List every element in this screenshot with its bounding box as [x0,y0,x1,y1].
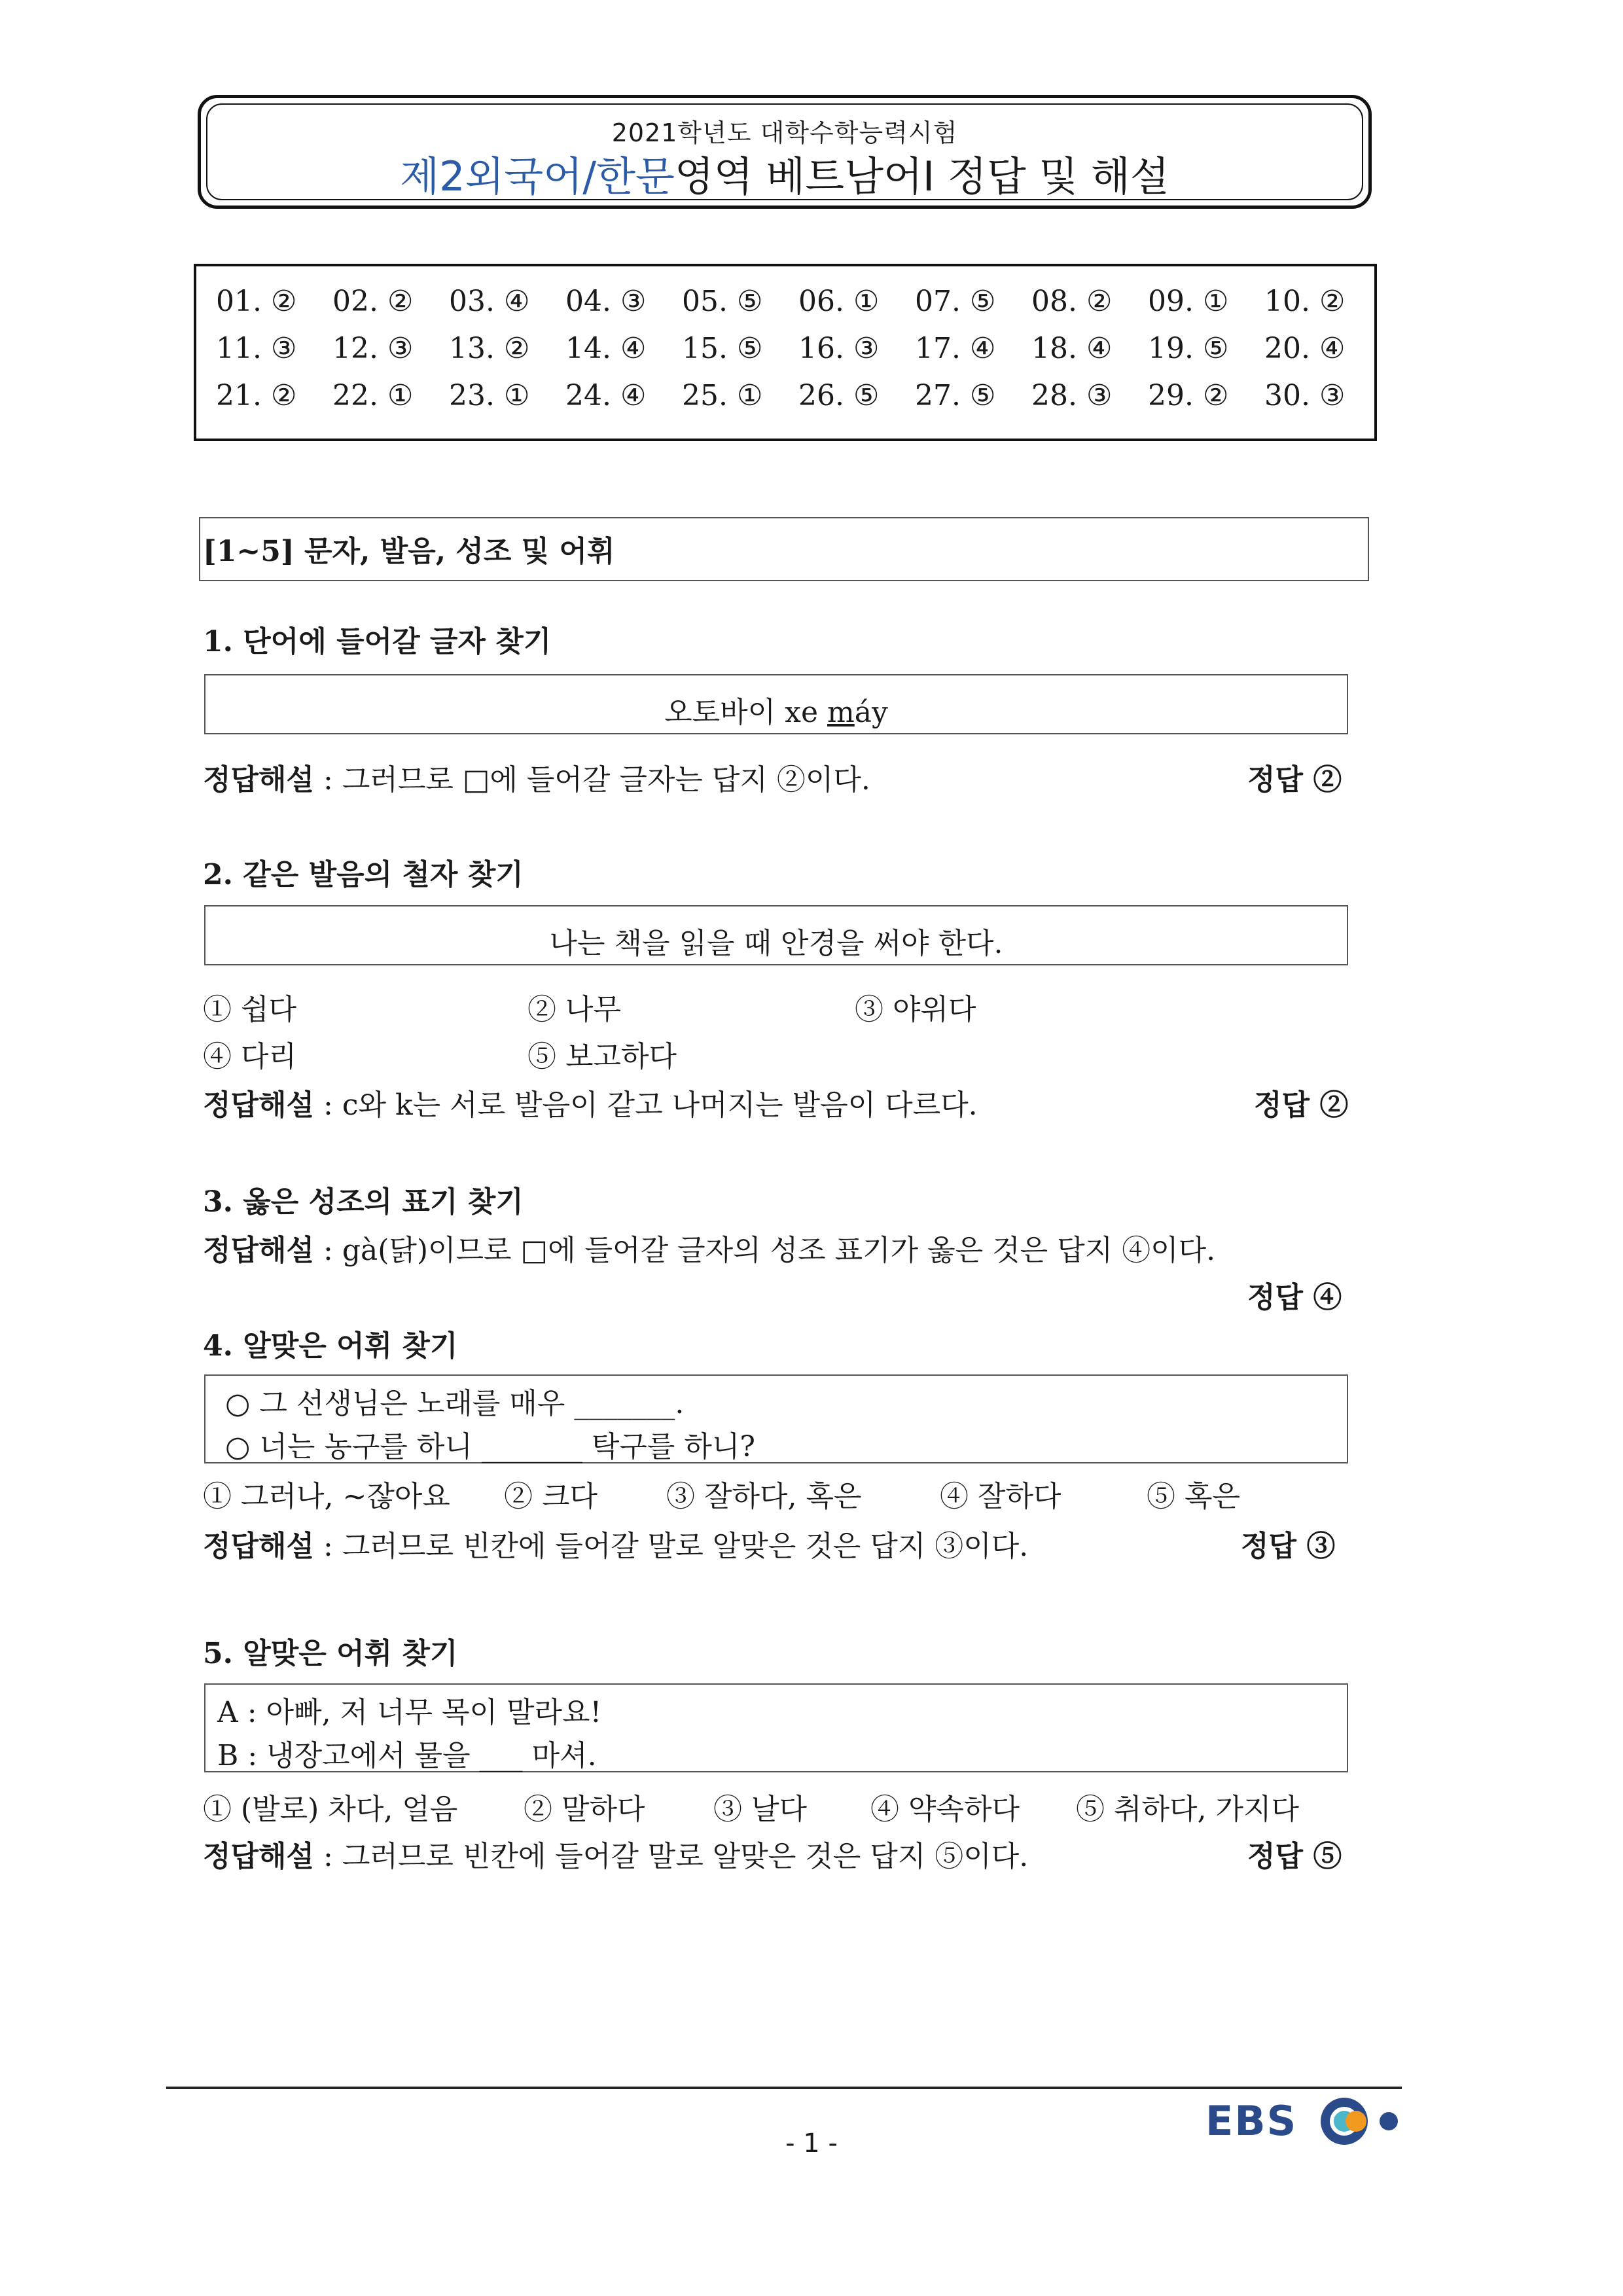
answer-cell: 06. ① [798,285,880,318]
q4-answer: 정답 ③ [1241,1530,1336,1563]
q2-answer: 정답 ② [1254,1088,1349,1122]
q5-choice-3: ③ 날다 [713,1793,807,1826]
title-rest: 영역 베트남어Ⅰ 정답 및 해설 [674,152,1169,200]
ebs-logo [1205,2085,1415,2157]
title-subject: 제2외국어/한문 [400,152,675,200]
q5-title: 5. 알맞은 어휘 찾기 [203,1637,458,1670]
q2-box [204,905,1348,965]
ebs-logo-text: EBS [1205,2097,1298,2145]
q3-expl-text: : gà(닭)이므로 □에 들어갈 글자의 성조 표기가 옳은 것은 답지 ④이다. [314,1234,1216,1267]
answer-cell: 22. ① [332,379,414,412]
q4-title: 4. 알맞은 어휘 찾기 [203,1329,458,1363]
answer-cell: 29. ② [1148,379,1229,412]
answer-cell: 30. ③ [1264,379,1346,412]
answer-cell: 16. ③ [798,332,880,365]
q1-explanation [203,756,870,798]
answer-cell: 09. ① [1148,285,1229,318]
answer-cell: 18. ④ [1031,332,1113,365]
answer-cell: 17. ④ [915,332,996,365]
q4-expl-text: : 그러므로 빈칸에 들어갈 말로 알맞은 것은 답지 ③이다. [314,1530,1029,1563]
answer-cell: 20. ④ [1264,332,1346,365]
q2-choice-1: ① 쉽다 [203,993,296,1026]
exam-subtitle: 2021학년도 대학수학능력시험 [611,118,958,147]
answer-cell: 21. ② [216,379,297,412]
answer-cell: 05. ⑤ [682,285,763,318]
q5-answer: 정답 ⑤ [1247,1840,1342,1873]
q4-choice-5: ⑤ 혹은 [1147,1480,1240,1513]
q4-choice-3: ③ 잘하다, 혹은 [666,1480,862,1513]
q4-line-2: ○ 너는 농구를 하니 _______ 탁구를 하니? [225,1430,755,1463]
q4-choice-2: ② 크다 [504,1480,597,1513]
q3-explanation [203,1227,1215,1268]
section-header-box [199,517,1369,581]
q2-title: 2. 같은 발음의 철자 찾기 [203,858,524,891]
q5-line-a: A : 아빠, 저 너무 목이 말라요! [217,1696,602,1729]
q3-title: 3. 옳은 성조의 표기 찾기 [203,1185,524,1219]
q4-expl-label: 정답해설 [203,1530,315,1563]
answer-cell: 03. ④ [449,285,530,318]
q4-line-1: ○ 그 선생님은 노래를 매우 _______. [225,1387,685,1420]
answer-cell: 25. ① [682,379,763,412]
section-header: [1~5] 문자, 발음, 성조 및 어휘 [203,535,615,568]
q1-word-suffix: áy [854,696,888,729]
q1-expl-text: : 그러므로 □에 들어갈 글자는 답지 ②이다. [314,763,870,797]
q5-box [204,1683,1348,1772]
q5-explanation [203,1833,1028,1874]
q2-expl-text: : c와 k는 서로 발음이 같고 나머지는 발음이 다르다. [314,1088,978,1122]
answer-cell: 08. ② [1031,285,1113,318]
q5-expl-text: : 그러므로 빈칸에 들어갈 말로 알맞은 것은 답지 ⑤이다. [314,1840,1029,1873]
q1-box [204,674,1348,734]
q1-word-blank: m [827,696,855,729]
q3-answer: 정답 ④ [1247,1281,1342,1314]
document-header [198,95,1372,209]
answer-cell: 12. ③ [332,332,414,365]
answer-cell: 13. ② [449,332,530,365]
answer-cell: 10. ② [1264,285,1346,318]
q2-sentence: 나는 책을 읽을 때 안경을 써야 한다. [549,927,1003,960]
answer-cell: 27. ⑤ [915,379,996,412]
q1-title: 1. 단어에 들어갈 글자 찾기 [203,625,552,658]
q2-expl-label: 정답해설 [203,1088,315,1122]
page-number: - 1 - [785,2128,838,2159]
answer-cell: 15. ⑤ [682,332,763,365]
q4-box [204,1374,1348,1463]
document-title [201,144,1368,202]
q1-word [205,689,1347,730]
answer-cell: 11. ③ [216,332,297,365]
answer-cell: 01. ② [216,285,297,318]
q5-choice-2: ② 말하다 [524,1793,645,1826]
q1-expl-label: 정답해설 [203,763,315,797]
q4-choice-4: ④ 잘하다 [940,1480,1061,1513]
answer-cell: 19. ⑤ [1148,332,1229,365]
answer-cell: 14. ④ [565,332,647,365]
q2-explanation [203,1081,978,1123]
q1-answer: 정답 ② [1247,763,1342,797]
q3-expl-label: 정답해설 [203,1234,315,1267]
q5-choice-4: ④ 약속하다 [870,1793,1020,1826]
answer-cell: 26. ⑤ [798,379,880,412]
answer-cell: 07. ⑤ [915,285,996,318]
q1-word-prefix: 오토바이 xe [664,696,827,729]
answer-cell: 02. ② [332,285,414,318]
q5-choice-1: ① (발로) 차다, 얼음 [203,1793,458,1826]
q2-choice-3: ③ 야위다 [855,993,976,1026]
q5-expl-label: 정답해설 [203,1840,315,1873]
ebs-logo-mark [1315,2092,1414,2151]
q4-choice-1: ① 그러나, ~잖아요 [203,1480,450,1513]
answer-cell: 04. ③ [565,285,647,318]
q2-choice-4: ④ 다리 [203,1040,296,1073]
q5-choice-5: ⑤ 취하다, 가지다 [1076,1793,1299,1826]
q2-choice-5: ⑤ 보고하다 [527,1040,677,1073]
q2-choice-2: ② 나무 [527,993,621,1026]
q5-line-b: B : 냉장고에서 물을 ___ 마셔. [217,1739,597,1772]
answer-cell: 28. ③ [1031,379,1113,412]
answer-cell: 24. ④ [565,379,647,412]
answer-key-table [194,264,1377,441]
q4-explanation [203,1522,1028,1564]
answer-cell: 23. ① [449,379,530,412]
